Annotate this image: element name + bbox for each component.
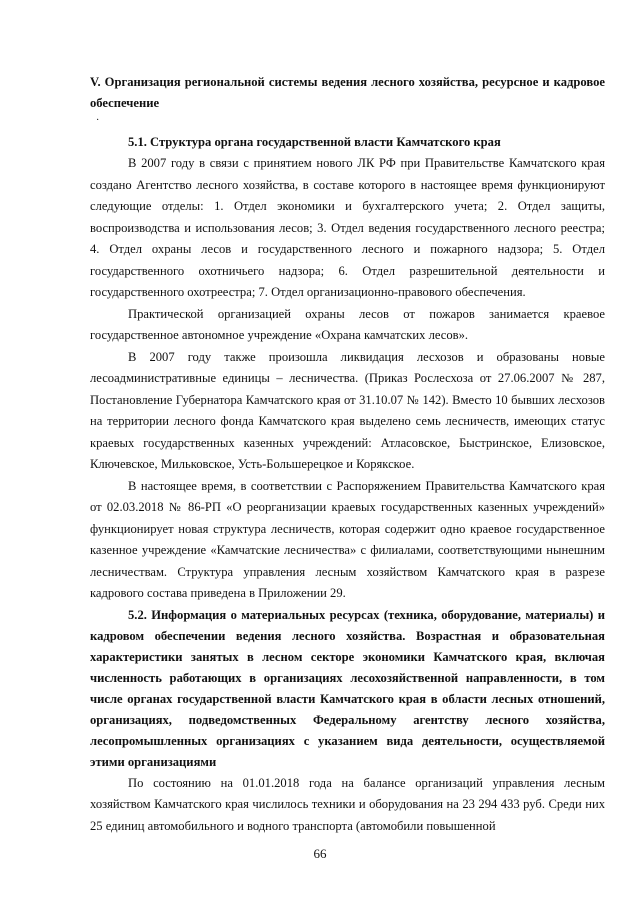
page-number: 66 [313,846,327,861]
subsection-1-title: 5.1. Структура органа государственной власти Камчатского края [128,135,501,149]
section-title: V. Организация региональной системы ведения лесного хозяйства, ресурсное и кадровое обеспечение [90,75,605,110]
paragraph: В 2007 году также произошла ликвидация лесхозов и образованы новые лесоадминистративные единицы – лесничества. (Приказ Рослесхоза от 27.06.2007 № 287, Постановление Губернатора Камчатского края от 31.10.07 № 142). Вместо 10 бывших лесхозов на территории лесного фонда Камчатского края выделено семь лесничеств, имеющих статус краевых государственных казенных учреждений: Атласовское, Быстринское, Елизовское, Ключевское, Мильковское, Усть-Большерецкое и Корякское. [90,349,605,471]
paragraph: В настоящее время, в соответствии с Распоряжением Правительства Камчатского края от 02.03.2018 № 86-РП «О реорганизации краевых государственных казенных учреждений» функционирует новая структура лесничеств, которая содержит одно краевое государственное казенное учреждение «Камчатские лесничества» с филиалами, соответствующими нынешним лесничествам. Структура управления лесным хозяйством Камчатского края в разрезе кадрового состава приведена в Приложении 29. [90,478,605,600]
paragraph: По состоянию на 01.01.2018 года на балансе организаций управления лесным хозяйством Камчатского края числилось техники и оборудования на 23 294 433 руб. Среди них 25 единиц автомобильного и водного транспорта (автомобили повышенной [90,775,605,833]
stray-mark: · [96,115,100,126]
paragraph: Практической организацией охраны лесов от пожаров занимается краевое государственное автономное учреждение «Охрана камчатских лесов». [90,306,605,342]
subsection-2-title: 5.2. Информация о материальных ресурсах (техника, оборудование, материалы) и кадровом обеспечении ведения лесного хозяйства. Возрастная и образовательная характеристики занятых в лесном секторе экономики Камчатского края, включая численность работающих в организациях лесохозяйственной направленности, в том числе органах государственной власти Камчатского края в области лесных отношений, организациях, подведомственных Федеральному агентству лесного хозяйства, лесопромышленных организациях с указанием вида деятельности, осуществляемой этими организациями [90,607,605,769]
paragraph: В 2007 году в связи с принятием нового ЛК РФ при Правительстве Камчатского края создано Агентство лесного хозяйства, в составе которого в настоящее время функционируют следующие отделы: 1. Отдел экономики и бухгалтерского учета; 2. Отдел защиты, воспроизводства и использования лесов; 3. Отдел ведения государственного лесного реестра; 4. Отдел охраны лесов и государственного лесного и пожарного надзора; 5. Отдел государственного охотничьего надзора; 6. Отдел разрешительной деятельности и государственного охотреестра; 7. Отдел организационно-правового обеспечения. [90,156,605,299]
